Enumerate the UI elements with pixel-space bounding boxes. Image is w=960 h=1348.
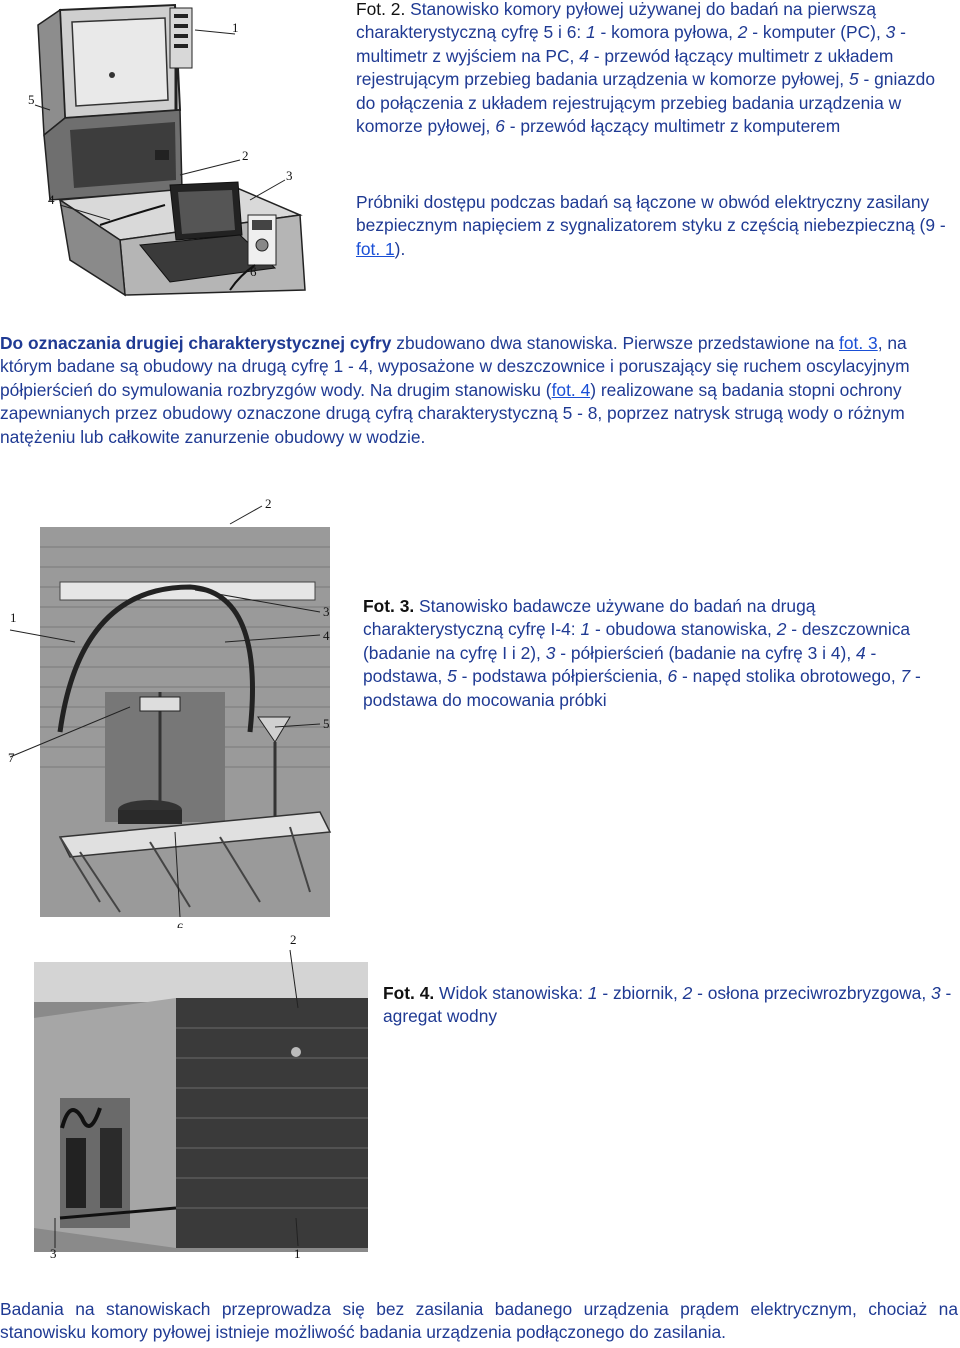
- fig3-caption-text-part: Stanowisko badawcze używane do badań na drugą charakterystyczną cyfrę I-4:: [363, 596, 816, 640]
- probniki-text-before: Próbniki dostępu podczas badań są łączone w obwód elektryczny zasilany bezpiecznym napięciem z sygnalizatorem styku z częścią niebezpieczną (9 -: [356, 192, 946, 236]
- fig2-caption-text: [356, 0, 935, 136]
- fig2-caption-text-part: - przewód łączący multimetr z układem rejestrującym przebieg badania urządzenia w komorze pyłowej,: [356, 45, 894, 90]
- fig4-callout-3: 3: [50, 1246, 57, 1261]
- fig4-label: Fot. 4.: [383, 983, 435, 1003]
- fig3-caption-text-part: - podstawa,: [363, 642, 877, 687]
- fig3-caption-text: [363, 596, 921, 710]
- fig3-caption-text-part: 2: [776, 619, 787, 640]
- fig3-caption-text-part: - półpierścień (badanie na cyfrę 3 i 4),: [555, 642, 857, 663]
- water-stand-illustration: [0, 928, 372, 1264]
- fig2-caption-text-part: - gniazdo do połączenia z układem rejestrującym przebieg badania urządzenia w komorze pyłowej,: [356, 69, 936, 137]
- fig2-caption-text-part: 5: [848, 69, 859, 90]
- probniki-paragraph: [356, 191, 958, 261]
- fig3-caption-text-part: 3: [545, 642, 556, 663]
- fig2-caption-text-part: 1: [586, 22, 596, 43]
- fig3-callout-3: 3: [323, 604, 330, 619]
- fig2-caption-text-part: - komputer (PC),: [747, 22, 886, 43]
- fig2-callout-4: 4: [48, 192, 55, 207]
- fot4-link[interactable]: fot. 4: [551, 379, 591, 400]
- fig3-caption-text-part: 1: [580, 619, 591, 640]
- fig2-caption-text-part: 2: [737, 22, 748, 43]
- footer-text: Badania na stanowiskach przeprowadza się bez zasilania badanego urządzenia prądem elektrycznym, chociaż na stanowisku komory pyłowej istnieje możliwość badania urządzenia podłączonego do zasilania.: [0, 1299, 958, 1343]
- second-digit-bold: Do oznaczania drugiej charakterystycznej cyfry: [0, 333, 392, 353]
- fig2-callout-5: 5: [28, 92, 35, 107]
- fig3-callout-7: 7: [8, 750, 15, 765]
- probniki-text-after: ).: [394, 238, 406, 259]
- fig2-callout-6: 6: [250, 264, 257, 279]
- fig4-callout-2: 2: [290, 932, 297, 947]
- fig4-photo: [0, 928, 372, 1264]
- fig2-caption-text-part: 6: [495, 116, 505, 137]
- fig2-caption-text-part: Stanowisko komory pyłowej używanej do badań na pierwszą charakterystyczną cyfrę 5 i 6:: [356, 0, 877, 43]
- fig3-photo: [0, 492, 350, 940]
- fig2-caption-text-part: - przewód łączący multimetr z komputerem: [504, 116, 841, 137]
- fig2-caption: [356, 0, 958, 138]
- dust-chamber-illustration: [0, 0, 350, 300]
- fig2-callout-1: 1: [232, 20, 239, 35]
- fig3-caption-text-part: - obudowa stanowiska,: [590, 619, 777, 640]
- footer-paragraph: [0, 1298, 958, 1345]
- fig4-caption-text-part: 3: [931, 983, 941, 1003]
- second-digit-text-3: ) realizowane są badania stopni ochrony zapewnianych przez obudowy oznaczone drugą cyfrą charakterystyczną 5 - 8, poprzez natrysk strugą wody o różnym natężeniu lub całkowite zanurzenie obudowy w wodzie.: [0, 379, 905, 447]
- fig2-callout-2: 2: [242, 148, 249, 163]
- second-digit-text-2: , na którym badane są obudowy na drugą cyfrę 1 - 4, wyposażone w deszczownice i poruszający się ruchem oscylacyjnym półpierścień do symulowania rozbryzgów wody. Na drugim stanowisku (: [0, 333, 910, 400]
- fot3-link[interactable]: fot. 3: [839, 333, 878, 353]
- fig4-callout-1: 1: [294, 1246, 301, 1261]
- fig4-caption-text-part: - osłona przeciwrozbryzgowa,: [692, 983, 932, 1003]
- fig3-caption-text-part: - podstawa półpierścienia,: [456, 666, 668, 687]
- fig2-photo: [0, 0, 350, 300]
- fig3-callout-2: 2: [265, 496, 272, 511]
- fig3-caption-text-part: 5: [447, 666, 457, 687]
- fig2-caption-text-part: - multimetr z wyjściem na PC,: [356, 22, 906, 66]
- fig3-caption-text-part: 6: [667, 666, 678, 687]
- fig2-caption-text-part: 3: [885, 22, 896, 43]
- fig4-caption-text-part: Widok stanowiska:: [434, 983, 588, 1003]
- second-digit-paragraph: [0, 332, 958, 449]
- second-digit-text-1: zbudowano dwa stanowiska. Pierwsze przedstawione na: [391, 333, 840, 353]
- fot1-link[interactable]: fot. 1: [356, 238, 395, 259]
- fig3-caption-text-part: - deszczownica (badanie na cyfrę I i 2),: [363, 619, 911, 663]
- fig4-caption: [383, 982, 958, 1029]
- fig2-caption-text-part: - komora pyłowa,: [595, 22, 738, 43]
- fig3-caption-text-part: 7: [900, 666, 911, 687]
- fig2-callout-3: 3: [286, 168, 293, 183]
- rain-stand-illustration: [0, 492, 350, 940]
- fig3-callout-5: 5: [323, 716, 330, 731]
- fig2-label: Fot. 2.: [356, 0, 406, 19]
- fig3-caption-text-part: - napęd stolika obrotowego,: [677, 666, 901, 687]
- fig4-caption-text-part: 2: [682, 983, 693, 1003]
- fig4-caption-text: [383, 983, 951, 1026]
- fig3-callout-4: 4: [323, 628, 330, 643]
- fig2-caption-text-part: 4: [579, 45, 589, 66]
- fig4-caption-text-part: - agregat wodny: [383, 983, 952, 1027]
- fig3-label: Fot. 3.: [363, 596, 415, 616]
- fig3-callout-1: 1: [10, 610, 17, 625]
- fig3-caption-text-part: 4: [856, 642, 866, 663]
- fig4-caption-text-part: 1: [587, 983, 598, 1003]
- fig3-caption: [363, 595, 958, 712]
- fig3-caption-text-part: - podstawa do mocowania próbki: [363, 666, 921, 710]
- fig4-caption-text-part: - zbiornik,: [597, 983, 683, 1003]
